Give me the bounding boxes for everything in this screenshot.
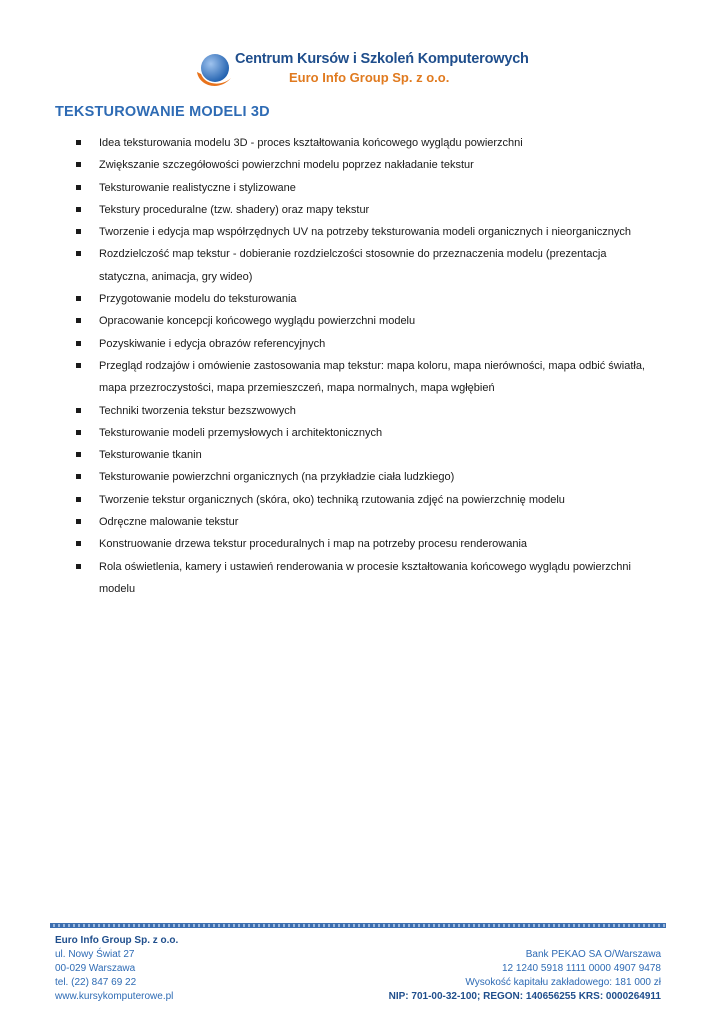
list-item	[75, 221, 655, 243]
list-item-text: Tworzenie tekstur organicznych (skóra, oko) techniką rzutowania zdjęć na powierzchnię modelu	[99, 493, 565, 506]
list-item-text: Teksturowanie tkanin	[99, 449, 202, 462]
list-item-text: Konstruowanie drzewa tekstur proceduralnych i map na potrzeby procesu renderowania	[99, 538, 528, 551]
list-item-text: Tekstury proceduralne (tzw. shadery) oraz mapy tekstur	[99, 203, 370, 216]
footer-capital: Wysokość kapitału zakładowego: 181 000 zł	[465, 977, 661, 988]
bullet-icon	[76, 140, 81, 145]
bullet-icon	[76, 452, 81, 457]
list-item-text: Techniki tworzenia tekstur bezszwowych	[99, 404, 296, 417]
footer-divider	[50, 923, 666, 928]
logo-title: Centrum Kursów i Szkoleń Komputerowych	[235, 51, 529, 67]
footer-company-name: Euro Info Group Sp. z o.o.	[55, 935, 179, 946]
bullet-icon	[76, 474, 81, 479]
logo-subtitle: Euro Info Group Sp. z o.o.	[289, 70, 450, 85]
bullet-icon	[76, 519, 81, 524]
footer-address	[55, 934, 178, 1004]
list-item	[75, 355, 655, 400]
bullet-icon	[76, 162, 81, 167]
footer-city: 00-029 Warszawa	[55, 963, 136, 974]
list-item-text: Zwiększanie szczegółowości powierzchni modelu poprzez nakładanie tekstur	[99, 159, 474, 172]
list-item	[75, 288, 655, 310]
bullet-icon	[76, 185, 81, 190]
footer-account: 12 1240 5918 1111 0000 4907 9478	[501, 963, 661, 974]
list-item-text: Opracowanie koncepcji końcowego wyglądu powierzchni modelu	[99, 315, 416, 328]
bullet-icon	[76, 363, 81, 368]
list-item-text: Tworzenie i edycja map współrzędnych UV na potrzeby teksturowania modeli organicznych i nieorganicznych	[99, 226, 631, 239]
list-item	[75, 177, 655, 199]
list-item	[75, 400, 655, 422]
list-item-text: Idea teksturowania modelu 3D - proces kształtowania końcowego wyglądu powierzchni	[99, 137, 523, 149]
bullet-icon	[76, 229, 81, 234]
bullet-icon	[76, 564, 81, 569]
bullet-icon	[76, 497, 81, 502]
list-item	[75, 466, 655, 488]
list-item	[75, 511, 655, 533]
list-item	[75, 154, 655, 176]
list-item-text: Przegląd rodzajów i omówienie zastosowania map tekstur: mapa koloru, mapa nierówności, mapa odbić światła, mapa przezroczystości, mapa przemieszczeń, mapa normalnych, mapa wgłębień	[99, 359, 645, 395]
topic-list	[75, 132, 655, 600]
footer-company-details	[389, 948, 661, 1004]
list-item-text: Teksturowanie realistyczne i stylizowane	[99, 181, 296, 194]
list-item	[75, 533, 655, 555]
bullet-icon	[76, 207, 81, 212]
bullet-icon	[76, 318, 81, 323]
logo-globe-icon	[193, 50, 233, 90]
list-item-text: Odręczne malowanie tekstur	[99, 516, 239, 529]
list-item	[75, 556, 655, 601]
list-item	[75, 444, 655, 466]
list-item	[75, 243, 655, 288]
list-item	[75, 199, 655, 221]
footer-bank: Bank PEKAO SA O/Warszawa	[525, 949, 661, 960]
header-logo	[193, 48, 529, 94]
list-item	[75, 489, 655, 511]
bullet-icon	[76, 541, 81, 546]
list-item	[75, 132, 655, 154]
list-item-text: Przygotowanie modelu do teksturowania	[99, 293, 297, 306]
list-item-text: Teksturowanie modeli przemysłowych i architektonicznych	[99, 426, 383, 439]
bullet-icon	[76, 341, 81, 346]
bullet-icon	[76, 408, 81, 413]
list-item-text: Rozdzielczość map tekstur - dobieranie rozdzielczości stosownie do przeznaczenia modelu (prezentacja statyczna, animacja, gry wideo)	[99, 248, 607, 283]
bullet-icon	[76, 296, 81, 301]
list-item	[75, 422, 655, 444]
bullet-icon	[76, 430, 81, 435]
footer-registration-ids: NIP: 701-00-32-100; REGON: 140656255 KRS: 0000264911	[388, 991, 661, 1002]
footer-street: ul. Nowy Świat 27	[55, 949, 135, 960]
footer-phone: tel. (22) 847 69 22	[55, 977, 137, 988]
page-title: TEKSTUROWANIE MODELI 3D	[55, 104, 270, 120]
bullet-icon	[76, 251, 81, 256]
footer-website-link[interactable]: www.kursykomputerowe.pl	[55, 991, 174, 1002]
list-item-text: Rola oświetlenia, kamery i ustawień renderowania w procesie kształtowania końcowego wyglądu powierzchni modelu	[99, 560, 631, 595]
list-item	[75, 310, 655, 332]
list-item	[75, 333, 655, 355]
list-item-text: Teksturowanie powierzchni organicznych (na przykładzie ciała ludzkiego)	[99, 471, 455, 484]
list-item-text: Pozyskiwanie i edycja obrazów referencyjnych	[99, 337, 326, 350]
